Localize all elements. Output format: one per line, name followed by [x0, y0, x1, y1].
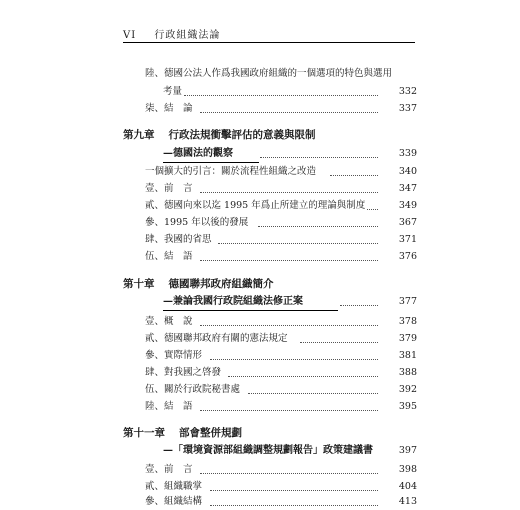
toc-page-number: 332 [379, 84, 417, 100]
toc-page-number: 413 [379, 494, 417, 510]
chapter-title: 部會整併規劃 [179, 427, 242, 439]
chapter-subtitle-row [0, 294, 520, 310]
toc-entry [0, 399, 520, 415]
subtitle-underline [163, 310, 338, 311]
chapter-label: 第十章 [123, 278, 155, 290]
header-rule [123, 42, 415, 43]
toc-page-number: 388 [379, 365, 417, 381]
toc-entry [0, 181, 520, 197]
chapter-heading-11 [0, 425, 520, 441]
toc-page-number: 376 [379, 249, 417, 265]
toc-page-number: 397 [379, 443, 417, 459]
toc-leader [200, 112, 382, 113]
toc-leader [340, 305, 382, 306]
toc-page-number: 371 [379, 232, 417, 248]
toc-entry-text: 參、實際情形 [145, 348, 204, 364]
subtitle-underline [163, 162, 259, 163]
toc-entry [0, 215, 520, 231]
toc-entry-text: 貳、德國向來以迄 1995 年爲止所建立的理論與制度 [145, 198, 367, 214]
toc-leader [258, 226, 382, 227]
toc-entry [0, 479, 520, 495]
toc-leader [200, 410, 382, 411]
toc-entry-text: 參、1995 年以後的發展 [145, 215, 250, 231]
header-book-title: 行政組織法論 [154, 30, 221, 41]
toc-page-number: 367 [379, 215, 417, 231]
toc-page-number: 395 [379, 399, 417, 415]
chapter-heading-9 [0, 127, 520, 143]
toc-entry-text: 肆、對我國之啓發 [145, 365, 223, 381]
toc-entry [0, 382, 520, 398]
toc-page-number: 340 [379, 164, 417, 180]
toc-entry-text: 貳、德國聯邦政府有關的憲法規定 [145, 331, 290, 347]
toc-page-number: 379 [379, 331, 417, 347]
toc-page-number: 404 [379, 479, 417, 495]
chapter-heading-10 [0, 276, 520, 292]
toc-entry [0, 164, 520, 180]
toc-leader [210, 490, 382, 491]
toc-page-number: 337 [379, 101, 417, 117]
chapter-title: 德國聯邦政府組織簡介 [168, 278, 274, 290]
chapter-label: 第九章 [123, 129, 155, 141]
toc-page-number: 377 [379, 294, 417, 310]
toc-entry [0, 314, 520, 330]
toc-page-number: 381 [379, 348, 417, 364]
toc-entry [0, 494, 520, 510]
toc-page-number: 398 [379, 462, 417, 478]
toc-leader [210, 359, 382, 360]
toc-entry-text: 壹、概 說 [145, 314, 195, 330]
header-page-number: VI [123, 30, 137, 41]
chapter-title: 行政法規衝擊評估的意義與限制 [168, 129, 316, 141]
toc-entry-text: 貳、組織職掌 [145, 479, 204, 495]
toc-leader [228, 376, 382, 377]
toc-entry-text: 伍、關於行政院秘書處 [145, 382, 242, 398]
toc-entry [0, 462, 520, 478]
toc-entry [0, 365, 520, 381]
toc-leader [200, 473, 382, 474]
toc-entry-text: 肆、我國的省思 [145, 232, 214, 248]
chapter-subtitle: —德國法的觀察 [163, 146, 235, 162]
toc-entry [0, 84, 520, 100]
chapter-label: 第十一章 [123, 427, 165, 439]
toc-entry [0, 66, 520, 82]
toc-entry-text: 陸、結 語 [145, 399, 195, 415]
toc-entry [0, 348, 520, 364]
toc-page-number: 339 [379, 146, 417, 162]
toc-entry-text: 陸、德國公法人作爲我國政府組織的一個選項的特色與選用 [145, 66, 394, 82]
toc-leader [248, 393, 382, 394]
toc-leader [200, 325, 382, 326]
chapter-subtitle-row [0, 443, 520, 459]
toc-entry-text: 壹、前 言 [145, 462, 195, 478]
toc-entry-text: 一個擴大的引言：關於流程性組織之改造 [145, 164, 318, 180]
chapter-subtitle: —兼論我國行政院組織法修正案 [163, 294, 305, 310]
toc-entry [0, 232, 520, 248]
toc-entry [0, 198, 520, 214]
toc-entry-text: 參、組織結構 [145, 494, 204, 510]
toc-entry-text: 伍、結 語 [145, 249, 195, 265]
toc-leader [300, 342, 382, 343]
toc-leader [210, 505, 382, 506]
toc-page-number: 392 [379, 382, 417, 398]
toc-leader [218, 243, 382, 244]
toc-entry [0, 101, 520, 117]
toc-entry-text: 柒、結 論 [145, 101, 195, 117]
toc-page-number: 378 [379, 314, 417, 330]
toc-entry-text: 壹、前 言 [145, 181, 195, 197]
toc-entry-text: 考量 [163, 84, 184, 100]
chapter-subtitle-row [0, 146, 520, 162]
toc-page-number: 349 [379, 198, 417, 214]
header-text [123, 26, 220, 41]
chapter-subtitle: —「環境資源部組織調整規劃報告」政策建議書 [163, 443, 375, 459]
toc-leader [330, 175, 382, 176]
toc-entry [0, 249, 520, 265]
toc-leader [200, 192, 382, 193]
toc-entry [0, 331, 520, 347]
toc-leader [260, 157, 382, 158]
toc-page-number: 347 [379, 181, 417, 197]
toc-leader [184, 95, 382, 96]
toc-leader [200, 260, 382, 261]
